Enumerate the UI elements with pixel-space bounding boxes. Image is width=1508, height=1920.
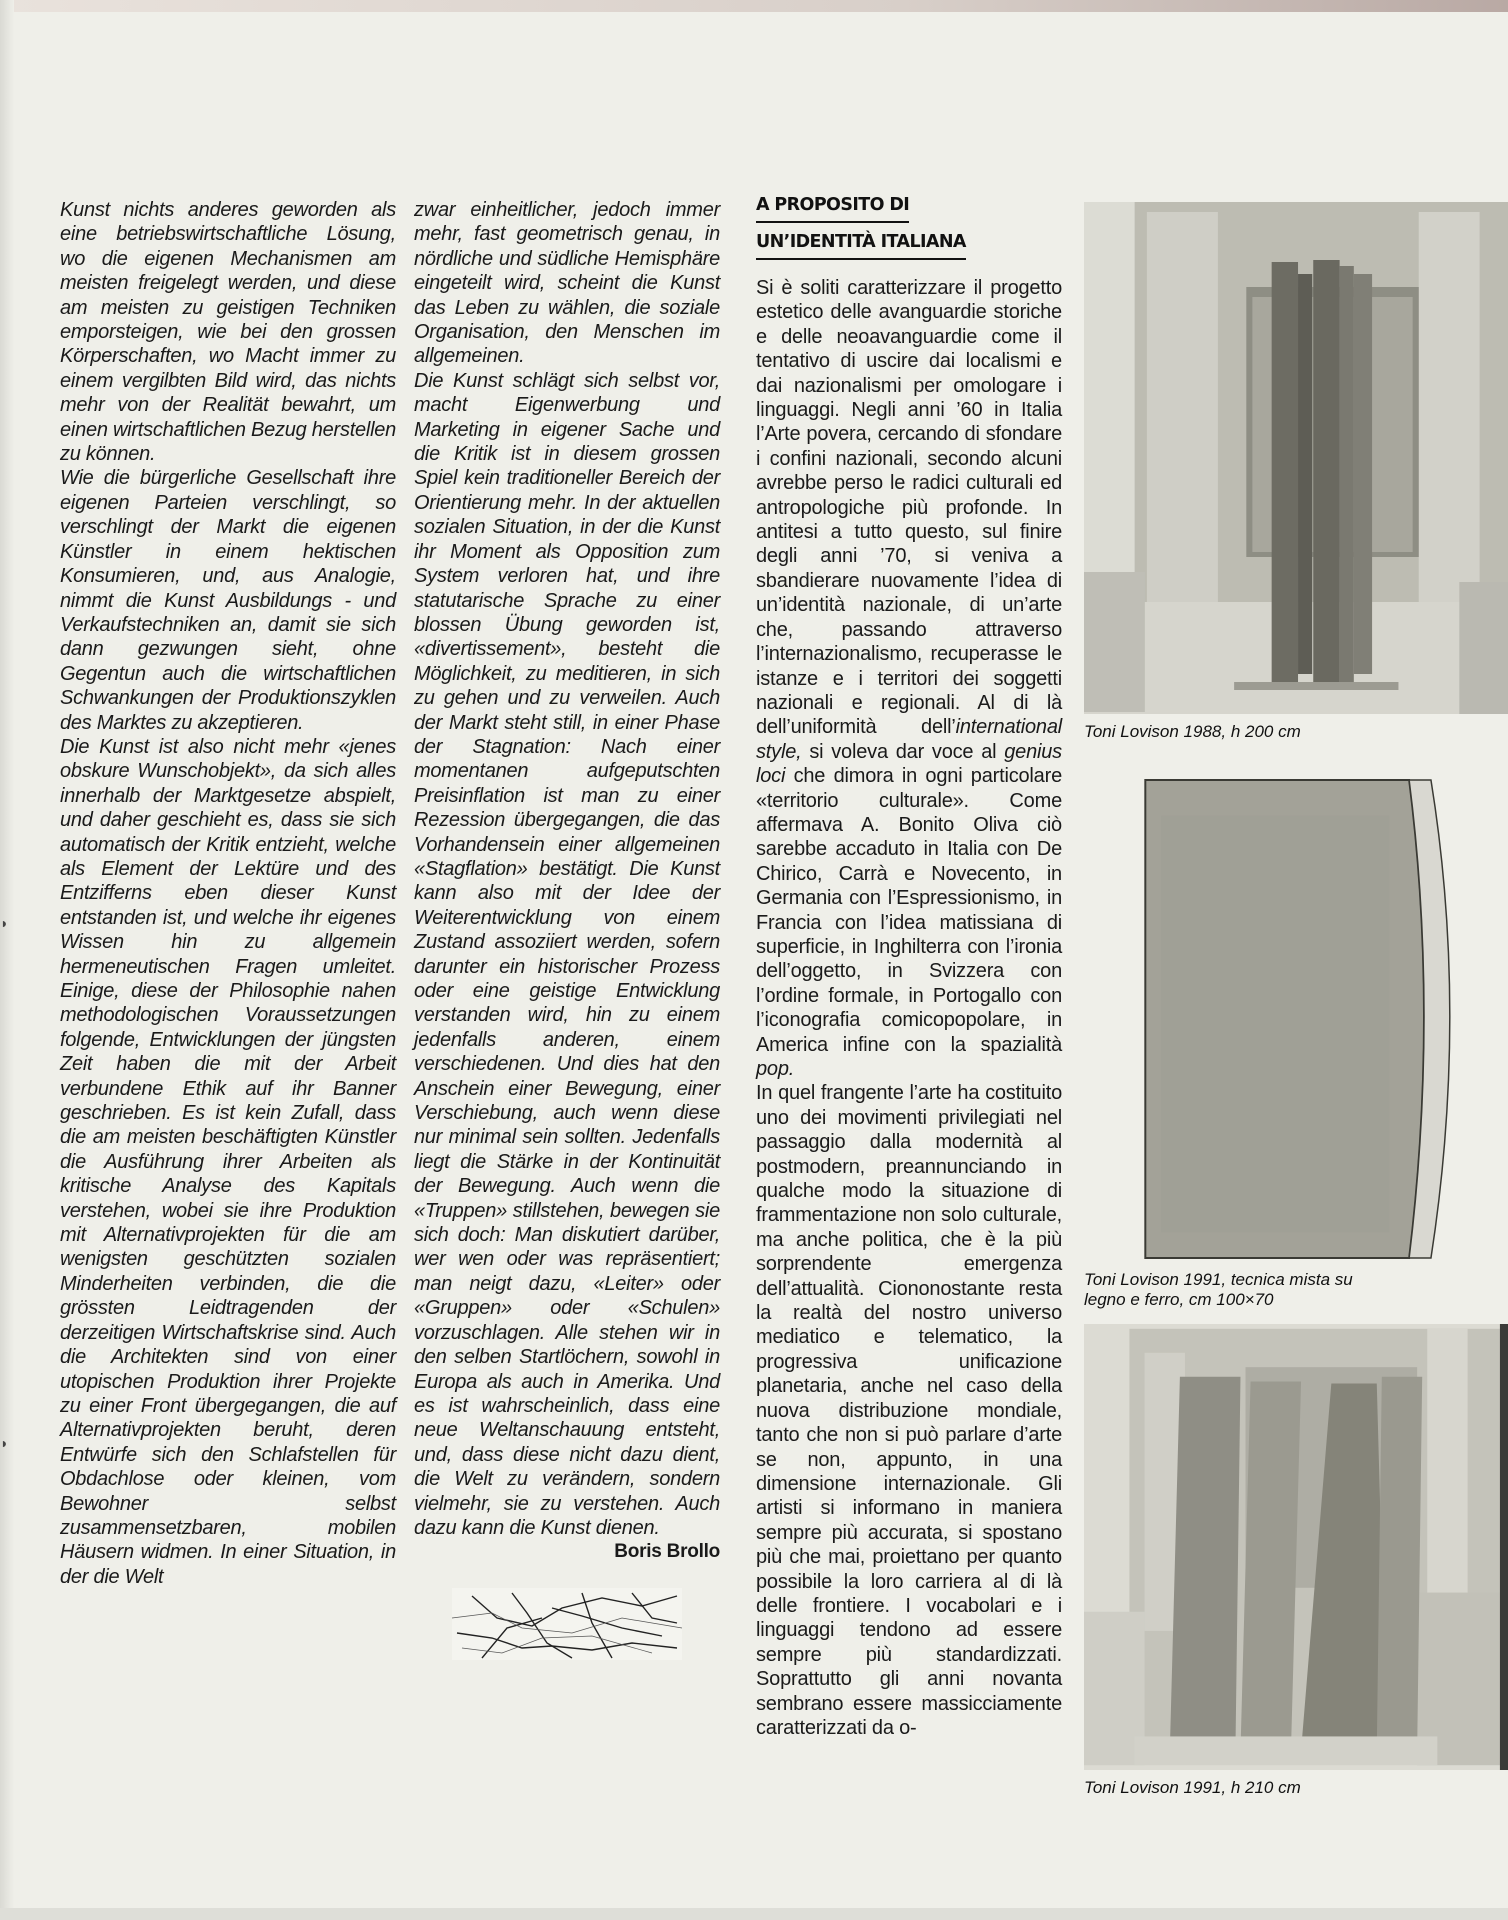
emphasis: pop. [756, 1058, 795, 1080]
sculpture-photo-vertical-poles [1084, 202, 1508, 714]
binder-hole-mark: ◗ [0, 1435, 9, 1451]
figure [1084, 1324, 1508, 1798]
map-holder [414, 1588, 720, 1660]
italian-article [756, 192, 1062, 1740]
paragraph: In quel frangente l’arte ha costituito uno dei movimenti privilegiati nel passaggio dalla modernità al postmodern, preannunciando in qualche modo la situazione di frammentazione non solo culturale, ma anche politica, che è la più sorprendente emergenza dell’attualità. Ciononostante resta la realtà del nostro universo mediatico e telematico, la progressiva unificazione planetaria, anche nel caso della nuova distribuzione mondiale, tanto che non si può parlare d’arte se non, appunto, in una dimensione internazionale. Gli artisti si informano in maniera sempre più accurata, si spostano più che mai, proiettano per quanto possibile la loro carriera al di là delle frontiere. I vocabolari e i linguaggi tendono ad essere sempre più standardizzati. Soprattutto gli anni novanta sembrano essere massicciamente caratterizzati da o- [756, 1082, 1062, 1739]
article-title [756, 192, 1062, 266]
figure-caption: Toni Lovison 1991, h 210 cm [1084, 1778, 1301, 1797]
map-illustration [452, 1588, 682, 1660]
paragraph: Die Kunst ist also nicht mehr «jenes obskure Wunschobjekt», da sich alles innerhalb der Marktgesetze abspielt, und daher geschieht es, dass sie sich automatisch der Kritik entzieht, welche als Element der Lektüre und des Entzifferns eben dieser Kunst entstanden ist, und welche ihr eigenes Wissen hin zu allgemein hermeneutischen Fragen umleitet. Einige, diese der Philosophie nahen methodologischen Voraussetzungen folgende, Entwicklungen der jüngsten Zeit haben die mit der Arbeit verbundene Ethik auf ihr Banner geschrieben. Es ist kein Zufall, dass die am meisten beschäftigten Künstler die Ausführung ihrer Arbeiten als kritische Analyse des Kapitals verstehen, wobei sie ihre Produktion mit Alternativprojekten für die am wenigsten geschützten sozialen Minderheiten verbinden, die die grössten Leidtragenden der derzeitigen Wirtschaftskrise sind. Auch die Architekten sind von einer utopischen Produktion ihrer Projekte zu einer Front übergegangen, die auf Alternativprojekten beruht, deren Entwürfe sich den Schlafstellen für Obdachlose oder kleinen, vom Bewohner selbst zusammensetzbaren, mobilen Häusern widmen. In einer Situation, in der die Welt [60, 735, 396, 1588]
page-top-edge [0, 0, 1508, 12]
paragraph: Wie die bürgerliche Gesellschaft ihre eigenen Parteien verschlingt, so verschlingt der Markt die eigenen Künstler in einem hektischen Konsumieren, und, aus Analogie, nimmt die Kunst Ausbildungs - und Verkaufstechniken an, damit sie sich dann gezwungen sieht, ohne Gegentun auch die wirtschaftlichen Schwankungen der Produktionszyklen des Marktes zu akzeptieren. [60, 467, 396, 734]
caption-line: legno e ferro, cm 100×70 [1084, 1290, 1274, 1309]
text-run: Si è soliti caratterizzare il progetto estetico delle avanguardie storiche e delle neoavanguardie come il tentativo di uscire dai localismi e dai nazionalismi per omologare i linguaggi. Negli anni ’60 in Italia l’Arte povera, cercando di sfondare i confini nazionali, secondo alcuni avrebbe perso le radici culturali ed antropologiche più profonde. In antitesi a tutto questo, sul finire degli anni ’70, si veniva a sbandierare nuovamente l’idea di un’identità nazionale, di un’arte che, passando attraverso l’internazionalismo, recuperasse le istanze e i territori dei soggetti nazionali e regionali. Al di là dell’uniformità dell’ [756, 277, 1062, 739]
figure [1084, 776, 1508, 1310]
sculpture-photo-columns [1084, 1324, 1508, 1770]
paragraph [756, 276, 1062, 1081]
paragraph: Kunst nichts anderes geworden als eine betriebswirtschaftliche Lösung, wo die eigenen Mechanismen am meisten freigelegt werden, und diese am meisten zu geistigen Techniken emporsteigen, wie bei den grossen Körperschaften, wo Macht immer zu einem vergilbten Bild wird, das nichts mehr von der Realität bewahrt, um einen wirtschaftlichen Bezug herstellen zu können. [60, 199, 397, 466]
figure-caption: Toni Lovison 1988, h 200 cm [1084, 722, 1301, 741]
emphasis: genius loci [756, 740, 1062, 788]
author-signature: Boris Brollo [614, 1541, 720, 1563]
italian-article-column [756, 276, 1062, 1740]
page-binding-shadow [0, 0, 14, 1920]
text-run: che dimora in ogni particolare «territorio culturale». Come affermava A. Bonito Oliva ciò sarebbe accaduto in Italia con De Chirico, Carrà e Novecento, in Germania con l’Espressionismo, in Francia con l’idea matissiana di superficie, in Inghilterra con l’ironia dell’oggetto, in Svizzera con l’ordine formale, in Portogallo con l’iconografia comicopopolare, in America infine con la spazialità [756, 765, 1062, 1056]
paragraph: zwar einheitlicher, jedoch immer mehr, fast geometrisch genau, in nördliche und südliche Hemisphäre eingeteilt wird, scheint die Kunst das Leben zu wählen, die soziale Organisation, den Menschen im allgemeinen. [414, 199, 720, 368]
figure-stack [1084, 202, 1508, 1798]
figure [1084, 202, 1508, 742]
paragraph: Die Kunst schlägt sich selbst vor, macht Eigenwerbung und Marketing in eigener Sache und die Kritik ist in diesem grossen Spiel kein traditioneller Bereich der Orientierung mehr. In der aktuellen sozialen Situation, in der die Kunst ihr Moment als Opposition zum System verloren hat, und ihre statutarische Sprache zu einer blossen Übung geworden ist, «divertissement», besteht die Möglichkeit, zu meditieren, in sich zu gehen und zu verweilen. Auch der Markt steht still, in einer Phase der Stagnation: Nach einer momentanen aufgeputschten Preisinflation ist man zu einer Rezession übergegangen, die das Vorhandensein einer allgemeinen «Stagflation» bestätigt. Die Kunst kann also mit der Idee der Weiterentwicklung von einem Zustand assoziiert werden, sofern darunter ein historischer Prozess oder eine geistige Entwicklung verstanden wird, hin zu einem jedenfalls anderen, einem verschiedenen. Und dies hat den Anschein einer Bewegung, einer Verschiebung, auch wenn diese nur minimal sein sollten. Jedenfalls liegt die Stärke in der Kontinuität der Bewegung. Auch wenn die «Truppen» stillstehen, bewegen sie sich doch: Man diskutiert darüber, wer wen oder was repräsentiert; man neigt dazu, «Leiter» oder «Gruppen» oder «Schulen» vorzuschlagen. Alle stehen wir in den selben Startlöchern, sowohl in Europa als auch in Amerika. Und es ist wahrscheinlich, dass eine neue Weltanschauung entsteht, und, dass diese nicht dazu dient, die Welt zu verändern, sondern vielmehr, sie zu verstehen. Auch dazu kann die Kunst dienen. [414, 369, 720, 1539]
page-bottom-edge [0, 1908, 1508, 1920]
mixed-media-panel-photo [1140, 776, 1470, 1262]
text-run: si voleva dar voce al [801, 740, 1005, 763]
title-line-2: UN’IDENTITÀ ITALIANA [756, 229, 966, 260]
title-line-1: A PROPOSITO DI [756, 192, 909, 223]
german-article-column-2 [414, 198, 720, 1660]
binder-hole-mark: ◗ [0, 915, 9, 931]
emphasis: international style, [756, 716, 1062, 763]
figure-caption [1084, 1262, 1508, 1310]
caption-line: Toni Lovison 1991, tecnica mista su [1084, 1270, 1353, 1289]
german-article-column-1 [60, 198, 396, 1589]
